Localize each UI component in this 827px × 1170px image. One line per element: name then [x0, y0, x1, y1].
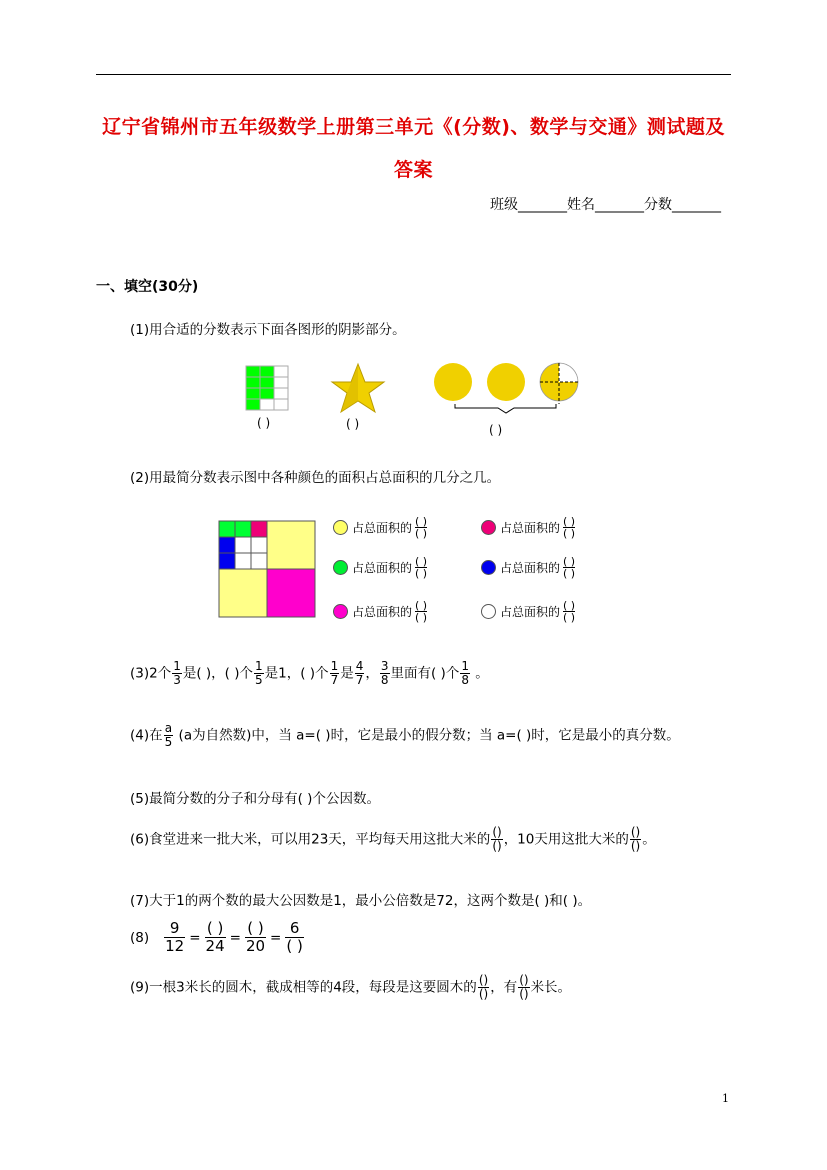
white-dot-icon: [481, 604, 496, 619]
answer-fraction[interactable]: ( ) ( ): [415, 599, 428, 624]
top-rule: [96, 74, 731, 75]
question-5: (5)最简分数的分子和分母有( )个公因数。: [130, 791, 380, 807]
q1-figures: [240, 362, 600, 414]
star-figure: [332, 364, 384, 412]
legend-label: 占总面积的: [500, 561, 561, 575]
q2-color-square-figure: [218, 520, 318, 618]
question-3: (3)2个 $\frac{1}{3}$ 是( )，( )个 $\frac{1}{5}$ 是1，( )个 $\frac{1}{7}$ 是 $\frac{4}{7}$ ， $\frac{3}{8}$ 里面有( )个 $\frac{1}{8}$ 。: [130, 659, 489, 687]
pink-dot-icon: [481, 520, 496, 535]
q1-answer-blank-star[interactable]: ( ): [346, 417, 360, 431]
student-info-line: 班级_______姓名_______分数_______: [490, 197, 721, 213]
legend-white: [481, 600, 575, 623]
question-6: (6)食堂进来一批大米，可以用23天，平均每天用这批大米的 $\frac{()}{()}$ ，10天用这批大米的 $\frac{()}{()}$ 。: [130, 825, 656, 853]
section-heading-fill-in: 一、填空(30分): [96, 279, 199, 295]
legend-label: 占总面积的: [500, 521, 561, 535]
circles-figure: [434, 363, 580, 413]
question-1-text: (1)用合适的分数表示下面各图形的阴影部分。: [130, 322, 406, 338]
page-number: 1: [722, 1092, 729, 1105]
answer-fraction[interactable]: ( ) ( ): [563, 555, 576, 580]
magenta-dot-icon: [333, 604, 348, 619]
question-4: (4)在 $\frac{a}{5}$ (a为自然数)中，当 a=( )时，它是最小的假分数；当 a=( )时，它是最小的真分数。: [130, 721, 680, 749]
answer-fraction[interactable]: ( ) ( ): [415, 515, 428, 540]
legend-yellow: [333, 516, 427, 539]
document-title-line2: 答案: [393, 159, 433, 181]
question-9: (9)一根3米长的圆木，截成相等的4段，每段是这要圆木的 $\frac{()}{()}$ ，有 $\frac{()}{()}$ 米长。: [130, 973, 572, 1001]
answer-fraction[interactable]: ( ) ( ): [563, 599, 576, 624]
question-2-text: (2)用最简分数表示图中各种颜色的面积占总面积的几分之几。: [130, 470, 501, 486]
answer-fraction[interactable]: ( ) ( ): [563, 515, 576, 540]
document-title-line1: 辽宁省锦州市五年级数学上册第三单元《(分数)、数学与交通》测试题及: [102, 116, 725, 138]
legend-green: [333, 556, 427, 579]
legend-pink: [481, 516, 575, 539]
legend-label: 占总面积的: [352, 605, 413, 619]
legend-label: 占总面积的: [352, 561, 413, 575]
legend-blue: [481, 556, 575, 579]
shaded-grid-figure: [246, 366, 288, 410]
q1-answer-blank-grid[interactable]: ( ): [257, 416, 271, 430]
legend-magenta: [333, 600, 427, 623]
q1-answer-blank-circles[interactable]: ( ): [489, 423, 503, 437]
answer-fraction[interactable]: ( ) ( ): [415, 555, 428, 580]
yellow-dot-icon: [333, 520, 348, 535]
blue-dot-icon: [481, 560, 496, 575]
green-dot-icon: [333, 560, 348, 575]
question-8: (8) $\frac{9}{12}$ = $\frac{( )}{24}$ = $\frac{( )}{20}$ = $\frac{6}{( )}$: [130, 919, 303, 955]
legend-label: 占总面积的: [500, 605, 561, 619]
legend-label: 占总面积的: [352, 521, 413, 535]
question-7: (7)大于1的两个数的最大公因数是1，最小公倍数是72，这两个数是( )和( )。: [130, 893, 592, 909]
